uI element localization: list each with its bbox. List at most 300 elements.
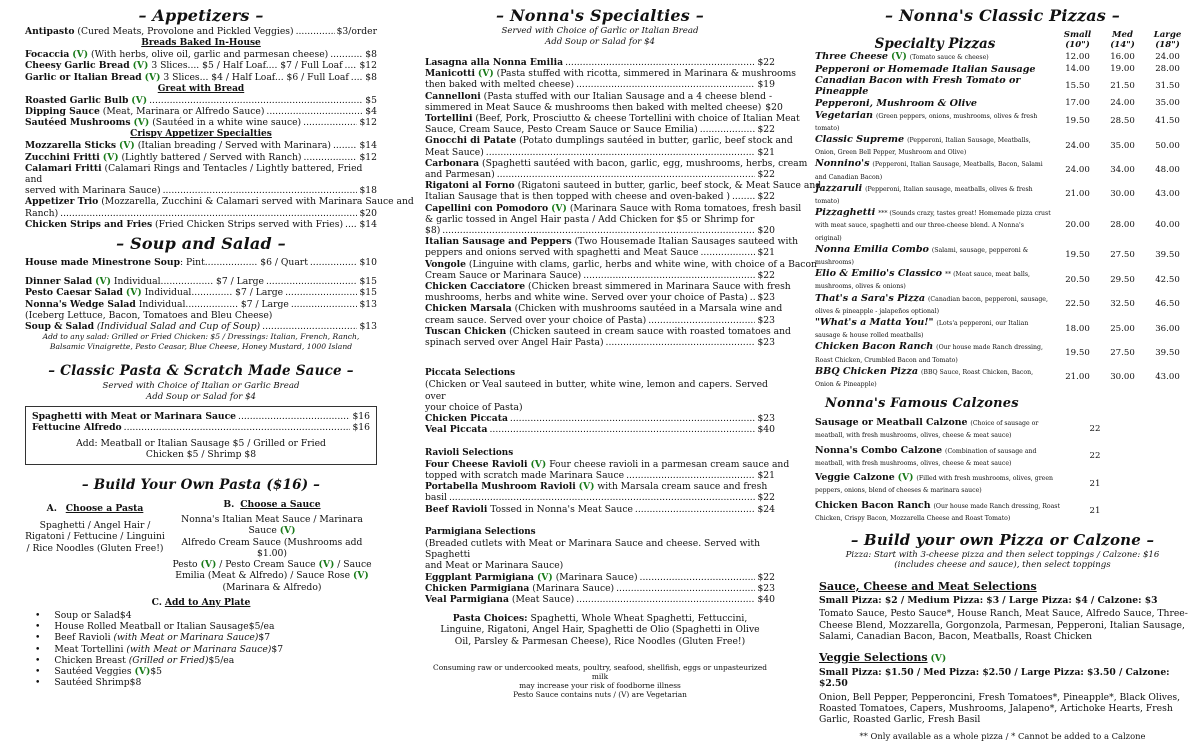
add-to-plate-heading [25, 597, 377, 608]
sauce-cheese-meat-section [815, 581, 1190, 642]
pizza-price: 50.00 [1155, 140, 1180, 151]
item-desc: Individual.................. $7 / Large [113, 276, 264, 288]
section-title: Ravioli Selections [425, 447, 514, 458]
item-name: Vongole [425, 258, 466, 270]
addon-item [45, 677, 377, 688]
build-pasta-heading: – Build Your Own Pasta ($16) – [81, 477, 321, 494]
leader-dots [266, 276, 357, 287]
item-label [425, 225, 440, 236]
item-name: House Rolled Meatball or Italian Sausage [54, 621, 249, 633]
item-name: Meat Tortellini [54, 643, 127, 655]
pizza-price: 20.00 [1065, 219, 1090, 230]
section-desc: your choice of Pasta) [425, 401, 523, 413]
leader-dots [700, 247, 755, 258]
calzone-price: 21 [1089, 478, 1101, 489]
pizza-price: 24.00 [1110, 98, 1135, 108]
item-name: Pesto Caesar Salad [25, 287, 123, 299]
item-desc: (Chicken with mushrooms sautéed in a Marsala wine and [514, 303, 783, 315]
item-name: Sautéed Mushrooms [25, 117, 131, 129]
pizza-price: 27.50 [1110, 250, 1135, 261]
item-price: $4 [119, 609, 132, 621]
pizza-price: 19.50 [1065, 348, 1090, 359]
menu-item-line [425, 202, 802, 214]
item-price: $4 [365, 106, 377, 118]
item-label [425, 124, 698, 135]
column-middle [425, 6, 822, 699]
pizza-row [815, 268, 1190, 292]
topping-list: Tomato Sauce, Pesto Sauce*, House Ranch, Meat Sauce, Alfredo Sauce, Three-Cheese Blend, Mozzarella, Gorgonzola, Parmesan, Pepperoni, Italian Sausage, Salami, Canadian Bacon, Bacon, Meatballs, Roast Chicken [819, 608, 1188, 642]
vegetarian-mark: (V) [551, 202, 567, 214]
pizza-row [815, 317, 1190, 341]
item-name: Garlic or Italian Bread [25, 71, 142, 83]
pasta-options: Spaghetti / Angel Hair / [39, 520, 151, 532]
pizza-name-cell [815, 98, 1055, 109]
great-with-bread-subheading: Great with Bread [157, 83, 245, 94]
item-name: Chicken Parmigiana [425, 582, 530, 594]
pizza-name-cell [815, 293, 1055, 317]
item-label [425, 492, 447, 503]
menu-item-row [425, 169, 775, 180]
menu-item-row [425, 315, 775, 326]
menu-item-row [425, 470, 775, 481]
item-name: Veal Parmigiana [425, 593, 509, 605]
choose-pasta [25, 499, 165, 593]
pizza-name: BBQ Chicken Pizza [815, 365, 919, 377]
addon-item [45, 610, 377, 621]
leader-dots [640, 572, 756, 583]
pizza-price: 18.00 [1065, 323, 1090, 334]
calzone-price: 21 [1089, 506, 1101, 517]
section-desc: and Meat or Marinara Sauce) [425, 560, 564, 572]
pizza-row [815, 98, 1190, 110]
pizza-price: 25.00 [1110, 323, 1135, 334]
pizza-name-cell [815, 317, 1055, 341]
item-label [425, 504, 633, 515]
item-name: Chicken Cacciatore [425, 281, 526, 293]
topping-prices: Small Pizza: $2 / Medium Pizza: $3 / Large Pizza: $4 / Calzone: $3 [819, 595, 1158, 607]
item-desc: (Linguine with clams, garlic, herbs and white wine, with choice of a Bacon [468, 258, 817, 270]
menu-item [425, 572, 775, 583]
pizza-name-cell [815, 51, 1055, 63]
sauce-options: Alfredo Cream Sauce (Mushrooms add $1.00) [181, 536, 363, 559]
item-price: $5 [150, 665, 163, 677]
menu-item [425, 504, 775, 515]
menu-item-line [425, 303, 783, 315]
item-price: $16 [352, 422, 370, 434]
menu-item-soup-and-salad [25, 321, 377, 332]
vegetarian-mark: (V) [279, 525, 296, 537]
pasta-choices-label: Pasta Choices: [452, 613, 528, 625]
pizza-price: 24.00 [1065, 140, 1090, 151]
menu-item-appetizer-trio [25, 196, 414, 219]
menu-item [425, 583, 775, 594]
menu-item-line [425, 481, 775, 492]
pizza-price: 28.50 [1110, 116, 1135, 127]
item-name: Soup & Salad [25, 321, 95, 333]
build-pizza-subtitle [815, 550, 1190, 561]
item-name: Capellini con Pomodoro [425, 202, 549, 214]
calzone-row [815, 445, 1190, 469]
parmigiana-section [425, 527, 775, 605]
pasta-add-note [32, 438, 370, 460]
leader-dots [285, 287, 357, 298]
item-price: $8 [365, 49, 377, 61]
pizza-desc: (Pepperoni, Italian Sausage, Meatballs, Bacon, Salami and Canadian Bacon) [815, 161, 1043, 181]
item-label [425, 424, 488, 435]
size-name: Med [1112, 30, 1133, 40]
item-label [425, 413, 508, 424]
vegetarian-mark: (V) [72, 49, 89, 61]
item-name: Cheesy Garlic Bread [25, 60, 130, 72]
pizza-name: Jazzaruli [815, 182, 863, 194]
pizza-name-cell [815, 341, 1055, 365]
pizza-desc: (Pepperoni, Italian Sausage, Meatballs, Onion, Green Bell Pepper, Mushroom and Olive) [815, 137, 1031, 157]
addon-item [45, 632, 377, 643]
vegetarian-mark: (V) [536, 571, 553, 583]
pizza-price: 34.00 [1110, 165, 1135, 176]
item-desc: simmered in Meat Sauce & mushrooms then baked with melted cheese) [425, 101, 762, 113]
pizza-price: 30.00 [1110, 189, 1135, 200]
pizza-row [815, 51, 1190, 63]
item-name: Lasagna alla Nonna Emilia [425, 57, 564, 68]
disclaimer-line: may increase your risk of foodborne illness [519, 680, 681, 690]
item-price: $21 [757, 469, 775, 481]
pizza-name: Classic Supreme [815, 134, 905, 146]
menu-item [425, 68, 797, 91]
item-label [25, 276, 264, 287]
menu-item [25, 60, 377, 71]
item-price: $23 [757, 292, 775, 304]
item-price: $7 [258, 632, 271, 644]
vegetarian-mark: (V) [95, 276, 111, 288]
salad-addon-note [25, 332, 377, 351]
addon-item [45, 621, 377, 632]
menu-item-line [425, 180, 822, 192]
item-name: Sautéed Shrimp [54, 677, 130, 689]
item-desc: (Mozzarella, Zucchini & Calamari served with Marinara Sauce and [98, 196, 414, 208]
classic-pasta-heading: – Classic Pasta & Scratch Made Sauce – [48, 363, 354, 380]
item-price: $14 [359, 140, 377, 152]
item-price: $21 [757, 247, 775, 259]
leader-dots [124, 422, 351, 433]
pizza-price: 39.50 [1155, 348, 1180, 359]
pizza-row [815, 63, 1190, 75]
item-desc: Individual.............. $7 / Large [144, 287, 284, 299]
item-price: $15 [359, 287, 377, 299]
menu-item [425, 594, 775, 605]
addon-item [45, 655, 377, 666]
pizza-price: 15.50 [1065, 80, 1090, 91]
item-label [25, 106, 264, 117]
salad-note-line: Add to any salad: Grilled or Fried Chicken: $5 / Dressings: Italian, French, Ranch, [42, 332, 360, 342]
section-title: Parmigiana Selections [425, 526, 536, 537]
item-price: $3/order [336, 26, 377, 37]
item-price: $20 [765, 101, 783, 113]
item-desc: (Italian breading / Served with Marinara) [137, 140, 331, 152]
item-label [25, 287, 283, 298]
item-label [425, 79, 574, 90]
item-name: Beef Ravioli [54, 632, 114, 644]
item-desc: Italian Sausage that is then topped with cheese and oven-baked ) [425, 191, 730, 203]
item-price: $13 [359, 298, 377, 310]
pizza-name: Pizzaghetti [815, 207, 876, 219]
calzone-desc: (Our house made Ranch dressing, Roast Chicken, Crispy Bacon, Mozzarella Cheese and Roast Tomato) [815, 502, 1060, 522]
pizza-name-cell [815, 75, 1055, 97]
menu-item [425, 481, 775, 503]
size-name: Small [1063, 30, 1092, 40]
menu-item [25, 49, 377, 60]
step-label: C. [151, 596, 162, 608]
item-desc: (Marinara Sauce) [532, 582, 615, 594]
item-label [54, 666, 150, 677]
item-label [25, 60, 343, 71]
item-label [25, 299, 289, 310]
pasta-add-line: Add: Meatball or Italian Sausage $5 / Grilled or Fried [76, 437, 326, 449]
menu-item-row [425, 270, 775, 281]
menu-item [25, 276, 377, 287]
item-note: (Grilled or Fried) [128, 654, 209, 666]
item-name: Italian Sausage and Peppers [425, 236, 572, 248]
vegetarian-mark: (V) [118, 140, 135, 152]
choose-sauce [167, 499, 377, 593]
pizza-name-cell [815, 64, 1055, 75]
item-label [54, 655, 208, 666]
pizza-price: 29.50 [1110, 274, 1135, 285]
specialty-pizzas-title: Specialty Pizzas [874, 35, 996, 52]
pizza-name: Pepperoni or Homemade Italian Sausage [815, 63, 1036, 75]
item-label [425, 191, 730, 202]
leader-dots [304, 152, 358, 163]
calzone-name: Nonna's Combo Calzone [815, 444, 943, 456]
item-name: Tortellini [425, 113, 473, 125]
ravioli-section [425, 447, 790, 515]
pizza-price: 17.00 [1065, 98, 1090, 108]
item-label [425, 247, 698, 258]
pizza-price: 19.50 [1065, 116, 1090, 127]
item-note: (with Meat or Marinara Sauce) [113, 632, 259, 644]
section-title: Piccata Selections [425, 368, 516, 379]
item-desc: (Meat, Marinara or Alfredo Sauce) [102, 106, 265, 118]
pizza-price: 48.00 [1155, 165, 1180, 176]
calzone-row [815, 500, 1190, 524]
size-large [1145, 30, 1190, 50]
leader-dots [238, 411, 350, 422]
vegetarian-mark: (V) [132, 60, 149, 72]
item-price: $22 [757, 124, 775, 136]
item-price: $24 [757, 503, 775, 515]
section-desc: (Breaded cutlets with Meat or Marinara Sauce and cheese. Served with Spaghetti [425, 537, 761, 561]
item-desc: (Sautéed in a white wine sauce) [152, 117, 302, 129]
item-price: $16 [352, 411, 370, 423]
pizza-price: 32.50 [1110, 299, 1135, 310]
menu-item-line [425, 91, 775, 102]
item-price: $40 [757, 593, 775, 605]
pizza-price: 21.00 [1065, 189, 1090, 200]
item-name: Dipping Sauce [25, 106, 100, 118]
disclaimer [425, 663, 775, 699]
menu-item [25, 287, 377, 298]
item-desc: (Beef, Pork, Prosciutto & cheese Tortellini with choice of Italian Meat [475, 113, 800, 125]
item-desc: mushrooms, herbs and white wine. Served over your choice of Pasta) [425, 292, 748, 304]
leader-dots [583, 270, 755, 281]
item-desc: (With herbs, olive oil, garlic and parmesan cheese) [91, 49, 329, 61]
leader-dots [149, 95, 363, 106]
item-label [25, 152, 302, 163]
calzones-heading: Nonna's Famous Calzones [825, 396, 1019, 412]
vegetarian-mark: (V) [352, 570, 369, 582]
calzone-name-cell [815, 445, 1065, 469]
pizza-desc: (Green peppers, onions, mushrooms, olives & fresh tomato) [815, 112, 1038, 132]
menu-item [25, 299, 377, 310]
item-label [425, 470, 624, 481]
wedge-salad-note: (Iceberg Lettuce, Bacon, Tomatoes and Bleu Cheese) [25, 309, 273, 321]
calzone-price: 22 [1089, 451, 1101, 462]
pizza-price: 43.00 [1155, 189, 1180, 200]
item-price: $12 [359, 117, 377, 129]
leader-dots [490, 424, 756, 435]
menu-item [425, 57, 775, 68]
item-price: $5 [365, 94, 377, 106]
size-inch: (14") [1110, 40, 1135, 50]
item-label [54, 644, 271, 655]
pizza-row [815, 341, 1190, 365]
build-pizza-heading: – Build your own Pizza or Calzone – [850, 530, 1155, 549]
calzone-desc: (Combination of sausage and meatball, with fresh mushrooms, olives, cheese & meat sauce) [815, 447, 1037, 467]
calzone-name-cell [815, 472, 1065, 496]
section-title: Sauce, Cheese and Meat Selections [819, 579, 1037, 593]
item-label [54, 610, 119, 621]
appetizers-heading: – Appetizers – [138, 6, 264, 25]
menu-item-row [425, 292, 775, 303]
build-pizza-sub-line: Pizza: Start with 3-cheese pizza and then select toppings / Calzone: $16 [845, 549, 1160, 560]
item-desc: (Cured Meats, Provolone and Pickled Veggies) [74, 26, 294, 37]
item-name: Beef Ravioli [425, 503, 488, 515]
item-label [425, 583, 614, 594]
menu-item-row [425, 101, 783, 113]
column-right [815, 6, 1190, 742]
item-price: $7 [271, 643, 284, 655]
item-desc: (Spaghetti sautéed with bacon, garlic, egg, mushrooms, herbs, cream [482, 157, 808, 169]
size-small [1055, 30, 1100, 50]
pasta-choices-text: Spaghetti, Whole Wheat Spaghetti, Fettuccini, Linguine, Rigatoni, Angel Hair, Spaghetti de Olio (Spaghetti in Olive Oil, Parsley & Parmesan Cheese), Rice Noodles (Gluten Free!) [440, 613, 760, 647]
leader-dots [449, 492, 756, 503]
pizza-price: 30.00 [1110, 372, 1135, 383]
item-label [425, 102, 761, 113]
item-price: $23 [757, 413, 775, 425]
pizza-name-cell [815, 207, 1055, 244]
leader-dots [635, 504, 756, 515]
leader-dots [606, 337, 756, 348]
item-name: Eggplant Parmigiana [425, 571, 535, 583]
pizza-name: Chicken Bacon Ranch [815, 341, 934, 353]
menu-item-chicken-strips [25, 219, 377, 230]
item-price: $8 [129, 677, 142, 689]
item-label [25, 49, 328, 60]
pizza-price: 28.00 [1110, 219, 1135, 230]
pizza-price: 16.00 [1110, 51, 1135, 62]
item-price: $18 [359, 185, 377, 197]
item-price: $21 [757, 146, 775, 158]
vegetarian-mark: (V) [131, 94, 148, 106]
menu-item-row [425, 79, 775, 90]
pizza-desc: ** (Meat sauce, meat balls, mushrooms, olives & onions) [815, 271, 1030, 291]
item-desc: (Potato dumplings sautéed in butter, garlic, beef stock and [519, 135, 793, 147]
leader-dots [266, 106, 363, 117]
sauce-options: (Marinara & Alfredo) [222, 581, 322, 593]
menu-item-line [425, 157, 808, 169]
calzone-desc: (Filled with fresh mushrooms, olives, green peppers, onions, blend of cheeses & marinara sauce) [815, 475, 1053, 495]
pizza-row [815, 134, 1190, 158]
pizza-price: 21.00 [1065, 372, 1090, 383]
calzone-name-cell [815, 417, 1065, 441]
menu-item-row [425, 225, 775, 236]
pizza-price: 41.50 [1155, 116, 1180, 127]
pizza-name: Elio & Emilio's Classico [815, 268, 943, 280]
item-name: Sautéed Veggies [54, 665, 135, 677]
item-desc: spinach served over Angel Hair Pasta) [425, 337, 604, 349]
calzone-row [815, 417, 1190, 441]
step-label: A. [46, 503, 57, 515]
item-label [54, 677, 129, 688]
calzone-name: Sausage or Meatball Calzone [815, 417, 968, 429]
pizza-row [815, 207, 1190, 244]
vegetarian-mark: (V) [102, 151, 119, 163]
menu-item [25, 106, 377, 117]
item-price: $5/ea [208, 654, 235, 666]
vegetarian-mark: (V) [578, 481, 595, 493]
pizza-price: 24.00 [1065, 165, 1090, 176]
pizza-price: 39.50 [1155, 250, 1180, 261]
column-left [25, 6, 414, 689]
vegetarian-mark: (V) [477, 68, 494, 80]
pizza-row [815, 366, 1190, 390]
item-price: $40 [757, 424, 775, 436]
item-price: $12 [359, 60, 377, 72]
item-note: (with Meat or Marinara Sauce) [126, 643, 272, 655]
item-desc: (Two Housemade Italian Sausages sauteed with [574, 236, 799, 248]
item-label [425, 169, 495, 180]
menu-item [25, 95, 377, 106]
pizza-price: 20.50 [1065, 274, 1090, 285]
item-price: $20 [757, 225, 775, 237]
item-desc: Meat Sauce) [425, 146, 484, 158]
pizza-name-cell [815, 366, 1055, 390]
pizza-desc: (Pepperoni, Italian sausage, meatballs, olives & fresh tomato) [815, 185, 1033, 206]
build-pasta-choices [25, 499, 377, 593]
pasta-choices [425, 613, 775, 647]
item-desc: Sauce, Cream Sauce, Pesto Cream Sauce or Sauce Emilia) [425, 124, 698, 136]
step-label: B. [223, 499, 235, 511]
leader-dots [750, 292, 756, 303]
item-desc: topped with scratch made Marinara Sauce [425, 469, 625, 481]
vegetarian-mark: (V) [133, 117, 150, 129]
crispy-subheading: Crispy Appetizer Specialties [130, 129, 272, 140]
item-name: House made Minestrone Soup [25, 257, 181, 269]
pizza-price: 35.00 [1155, 98, 1180, 108]
pizza-price: 35.00 [1110, 140, 1135, 151]
item-name: Roasted Garlic Bulb [25, 94, 129, 106]
pizza-price: 24.00 [1155, 51, 1180, 62]
menu-item [32, 422, 370, 433]
item-price: $8 [365, 71, 377, 83]
pizza-row [815, 75, 1190, 97]
menu-item [425, 325, 791, 349]
leader-dots [345, 60, 358, 71]
item-desc: (Chicken sauteed in cream sauce with roasted tomatoes and [509, 325, 791, 337]
topping-prices: Small Pizza: $1.50 / Med Pizza: $2.50 / Large Pizza: $3.50 / Calzone: $2.50 [819, 667, 1170, 690]
item-name: Focaccia [25, 49, 70, 61]
item-label [25, 117, 301, 128]
